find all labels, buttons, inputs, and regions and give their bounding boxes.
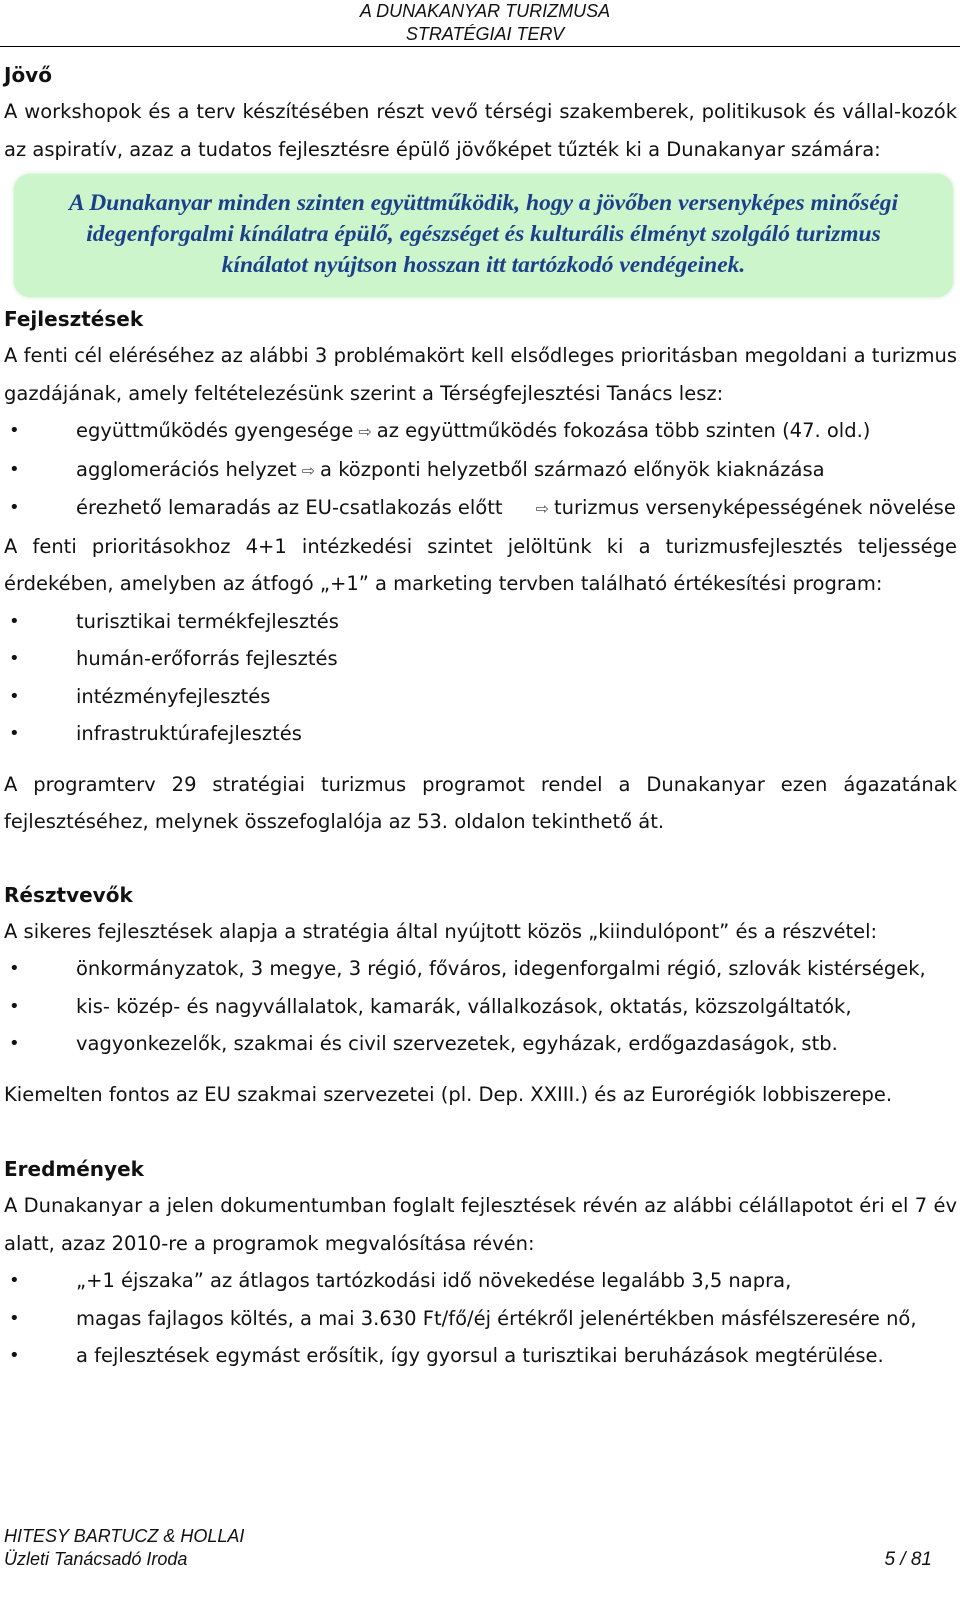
- problem-from: érezhető lemaradás az EU-csatlakozás előtt: [76, 496, 503, 519]
- list-item: • önkormányzatok, 3 megye, 3 régió, főváros, idegenforgalmi régió, szlovák kistérségek,: [4, 950, 957, 988]
- problem-list: [4, 412, 957, 528]
- list-item: [4, 412, 957, 451]
- footer-office: Üzleti Tanácsadó Iroda: [4, 1549, 188, 1569]
- running-header: [300, 0, 670, 46]
- document-body: [4, 57, 957, 1375]
- page-number: 5 / 81: [884, 1549, 932, 1570]
- arrow-right-icon: ⇨: [358, 422, 372, 441]
- problem-to: az együttműködés fokozása több szinten (47. old.): [376, 419, 871, 442]
- list-item: • magas fajlagos költés, a mai 3.630 Ft/fő/éj értékről jelenértékben másfélszeresére nő,: [4, 1300, 957, 1338]
- future-intro: A workshopok és a terv készítésében részt vevő térségi szakemberek, politikusok és vállal-kozók az aspiratív, azaz a tudatos fejlesztésre épülő jövőképet tűzték ki a Dunakanyar számára:: [4, 100, 957, 161]
- results-list: [4, 1262, 957, 1375]
- header-title: A DUNAKANYAR TURIZMUSA: [359, 1, 611, 21]
- priorities-intro: A fenti prioritásokhoz 4+1 intézkedési szintet jelöltünk ki a turizmusfejlesztés teljessége érdekében, amelyben az átfogó „+1” a marketing tervben található értékesítési program:: [4, 534, 957, 595]
- participants-note: Kiemelten fontos az EU szakmai szervezetei (pl. Dep. XXIII.) és az Eurorégiók lobbiszerepe.: [4, 1082, 893, 1106]
- list-item: • kis- közép- és nagyvállalatok, kamarák, vállalkozások, oktatás, közszolgáltatók,: [4, 988, 957, 1026]
- arrow-right-icon: ⇨: [301, 460, 316, 480]
- heading-future: Jövő: [4, 63, 52, 87]
- program-summary: A programterv 29 stratégiai turizmus programot rendel a Dunakanyar ezen ágazatának fejlesztéséhez, melynek összefoglalója az 53. oldalon tekinthető át.: [4, 772, 957, 833]
- list-item: • intézményfejlesztés: [4, 678, 957, 716]
- list-item: • a fejlesztések egymást erősítik, így gyorsul a turisztikai beruházások megtérülése.: [4, 1337, 957, 1375]
- participants-intro: A sikeres fejlesztések alapja a stratégia által nyújtott közös „kiindulópont” és a részvétel:: [4, 919, 878, 943]
- header-rule: [0, 46, 960, 47]
- header-subtitle: STRATÉGIAI TERV: [405, 24, 565, 44]
- heading-participants: Résztvevők: [4, 882, 133, 907]
- participants-list: [4, 950, 957, 1063]
- vision-statement-box: A Dunakanyar minden szinten együttműködik, hogy a jövőben versenyképes minőségi idegenforgalmi kínálatra épülő, egészséget és kulturális élményt szolgáló turizmus kínálatot nyújtson hosszan itt tartózkodó vendégeinek.: [14, 174, 953, 297]
- developments-intro: A fenti cél eléréséhez az alábbi 3 problémakört kell elsődleges prioritásban megoldani a turizmus gazdájának, amely feltételezésünk szerint a Térségfejlesztési Tanács lesz:: [4, 344, 957, 405]
- list-item: [4, 451, 957, 490]
- problem-to: a központi helyzetből származó előnyök kiaknázása: [320, 457, 825, 481]
- list-item: • vagyonkezelők, szakmai és civil szervezetek, egyházak, erdőgazdaságok, stb.: [4, 1025, 957, 1063]
- results-intro: A Dunakanyar a jelen dokumentumban foglalt fejlesztések révén az alábbi célállapotot éri el 7 év alatt, azaz 2010-re a programok megvalósítása révén:: [4, 1194, 957, 1255]
- list-item: • turisztikai termékfejlesztés: [4, 603, 957, 641]
- arrow-right-icon: ⇨: [535, 499, 549, 518]
- list-item: • humán-erőforrás fejlesztés: [4, 640, 957, 678]
- footer-company: HITESY BARTUCZ & HOLLAI: [4, 1526, 245, 1546]
- heading-results: Eredmények: [4, 1157, 144, 1181]
- page-footer: [4, 1525, 932, 1571]
- heading-developments: Fejlesztések: [4, 307, 144, 331]
- problem-from: együttműködés gyengesége: [76, 419, 354, 442]
- problem-to: turizmus versenyképességének növelése: [553, 496, 956, 519]
- intervention-levels-list: [4, 603, 957, 753]
- list-item: • „+1 éjszaka” az átlagos tartózkodási idő növekedése legalább 3,5 napra,: [4, 1262, 957, 1300]
- list-item: [4, 489, 957, 528]
- problem-from: agglomerációs helyzet: [76, 457, 297, 481]
- list-item: • infrastruktúrafejlesztés: [4, 715, 957, 753]
